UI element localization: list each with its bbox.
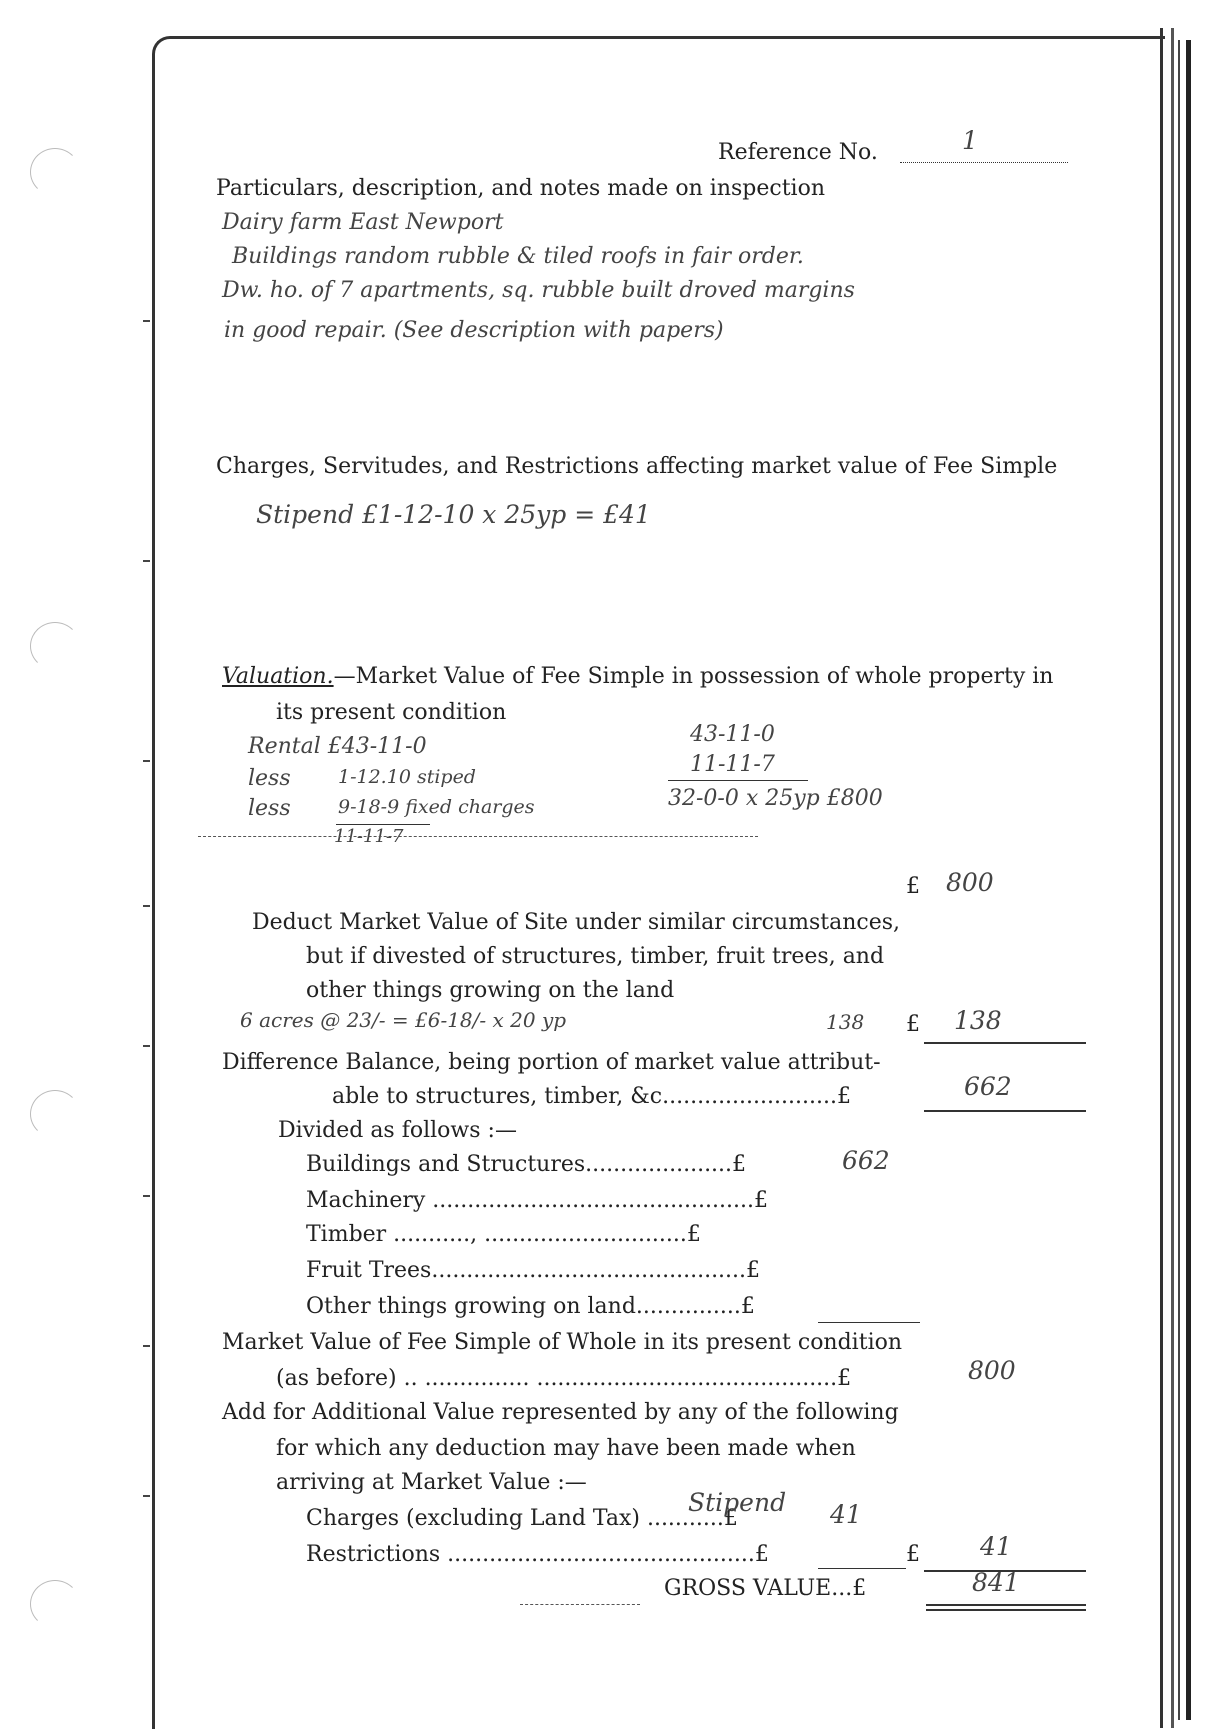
margin-tick — [143, 320, 150, 322]
calc-total: 11-11-7 — [334, 826, 404, 847]
valuation-amount: 800 — [946, 868, 994, 897]
market-whole-line: (as before) .. ............... ...........................................£ — [276, 1366, 852, 1391]
divided-item-label: Machinery ..............................................£ — [306, 1188, 768, 1213]
valuation-heading — [222, 664, 1053, 689]
margin-tick — [143, 560, 150, 562]
particulars-line: Dw. ho. of 7 apartments, sq. rubble built droved margins — [222, 278, 855, 303]
calc-rental: Rental £43-11-0 — [248, 734, 427, 759]
particulars-line: Buildings random rubble & tiled roofs in fair order. — [232, 244, 804, 269]
deduct-calc-result: 138 — [826, 1010, 865, 1034]
valuation-pound: £ — [906, 874, 920, 899]
calc-rule — [336, 824, 430, 825]
valuation-heading-line2: its present condition — [276, 700, 507, 725]
difference-line: Difference Balance, being portion of market value attribut- — [222, 1050, 881, 1075]
market-whole-line: Market Value of Fee Simple of Whole in its present condition — [222, 1330, 903, 1355]
calc-less-label: less — [248, 796, 291, 821]
additional-line: Add for Additional Value represented by any of the following — [222, 1400, 899, 1425]
calc-rule — [668, 780, 808, 781]
calc-right-line: 32-0-0 x 25yp £800 — [668, 786, 883, 811]
difference-amount: 662 — [964, 1072, 1012, 1101]
gross-double-rule — [926, 1604, 1086, 1606]
additional-charges-label: Charges (excluding Land Tax) ...........£ — [306, 1506, 738, 1531]
additional-line: arriving at Market Value :— — [276, 1470, 587, 1495]
reference-label: Reference No. — [718, 140, 878, 165]
difference-line: able to structures, timber, &c.........................£ — [332, 1084, 851, 1109]
additional-line: for which any deduction may have been made when — [276, 1436, 856, 1461]
punch-hole-icon — [30, 1580, 80, 1628]
particulars-heading: Particulars, description, and notes made on inspection — [216, 176, 825, 201]
calc-right-line: 11-11-7 — [690, 752, 775, 777]
divided-item-amount: 662 — [842, 1146, 890, 1175]
divided-item-label: Fruit Trees.............................................£ — [306, 1258, 761, 1283]
divided-heading: Divided as follows :— — [278, 1118, 517, 1143]
binding-edge — [1160, 28, 1174, 1728]
separator-rule — [198, 836, 758, 837]
margin-tick — [143, 1045, 150, 1047]
separator-rule — [520, 1604, 640, 1605]
divided-item-label: Other things growing on land...............£ — [306, 1294, 755, 1319]
deduct-pound: £ — [906, 1012, 920, 1037]
charges-heading: Charges, Servitudes, and Restrictions affecting market value of Fee Simple — [216, 454, 1058, 479]
punch-hole-icon — [30, 148, 80, 196]
deduct-line: other things growing on the land — [306, 978, 675, 1003]
gross-label: GROSS VALUE...£ — [664, 1576, 867, 1601]
margin-tick — [143, 1345, 150, 1347]
deduct-amount: 138 — [954, 1006, 1002, 1035]
subtotal-rule — [818, 1568, 906, 1569]
particulars-line: in good repair. (See description with papers) — [224, 318, 724, 343]
particulars-line: Dairy farm East Newport — [222, 210, 504, 235]
margin-tick — [143, 760, 150, 762]
calc-right-line: 43-11-0 — [690, 722, 775, 747]
gross-amount: 841 — [972, 1568, 1020, 1597]
additional-charges-amount: 41 — [830, 1500, 862, 1529]
subtotal-rule — [818, 1322, 920, 1323]
deduct-line: Deduct Market Value of Site under similar circumstances, — [252, 910, 901, 935]
calc-less-value: 9-18-9 fixed charges — [338, 796, 535, 818]
reference-value: 1 — [962, 126, 978, 155]
market-whole-amount: 800 — [968, 1356, 1016, 1385]
deduct-line: but if divested of structures, timber, fruit trees, and — [306, 944, 885, 969]
additional-restrictions-label: Restrictions ............................................£ — [306, 1542, 769, 1567]
valuation-label: Valuation. — [222, 664, 334, 689]
margin-tick — [143, 1195, 150, 1197]
calc-less-value: 1-12.10 stiped — [338, 766, 476, 788]
margin-tick — [143, 1495, 150, 1497]
margin-tick — [143, 905, 150, 907]
divided-item-label: Timber ..........., .............................£ — [306, 1222, 701, 1247]
additional-restrictions-amount: 41 — [980, 1532, 1012, 1561]
gross-double-rule — [926, 1609, 1086, 1611]
punch-hole-icon — [30, 1090, 80, 1138]
amount-underline — [924, 1042, 1086, 1044]
binding-edge-outer — [1178, 40, 1191, 1720]
divided-item-label: Buildings and Structures.....................£ — [306, 1152, 747, 1177]
punch-hole-icon — [30, 622, 80, 670]
additional-charges-note: Stipend — [688, 1488, 787, 1517]
charges-note: Stipend £1-12-10 x 25yp = £41 — [256, 500, 651, 529]
valuation-heading-text: —Market Value of Fee Simple in possession of whole property in — [333, 664, 1054, 689]
calc-less-label: less — [248, 766, 291, 791]
additional-restrictions-pound: £ — [906, 1542, 920, 1567]
amount-underline — [924, 1110, 1086, 1112]
reference-underline — [900, 162, 1068, 163]
deduct-calc: 6 acres @ 23/- = £6-18/- x 20 yp — [240, 1008, 567, 1032]
